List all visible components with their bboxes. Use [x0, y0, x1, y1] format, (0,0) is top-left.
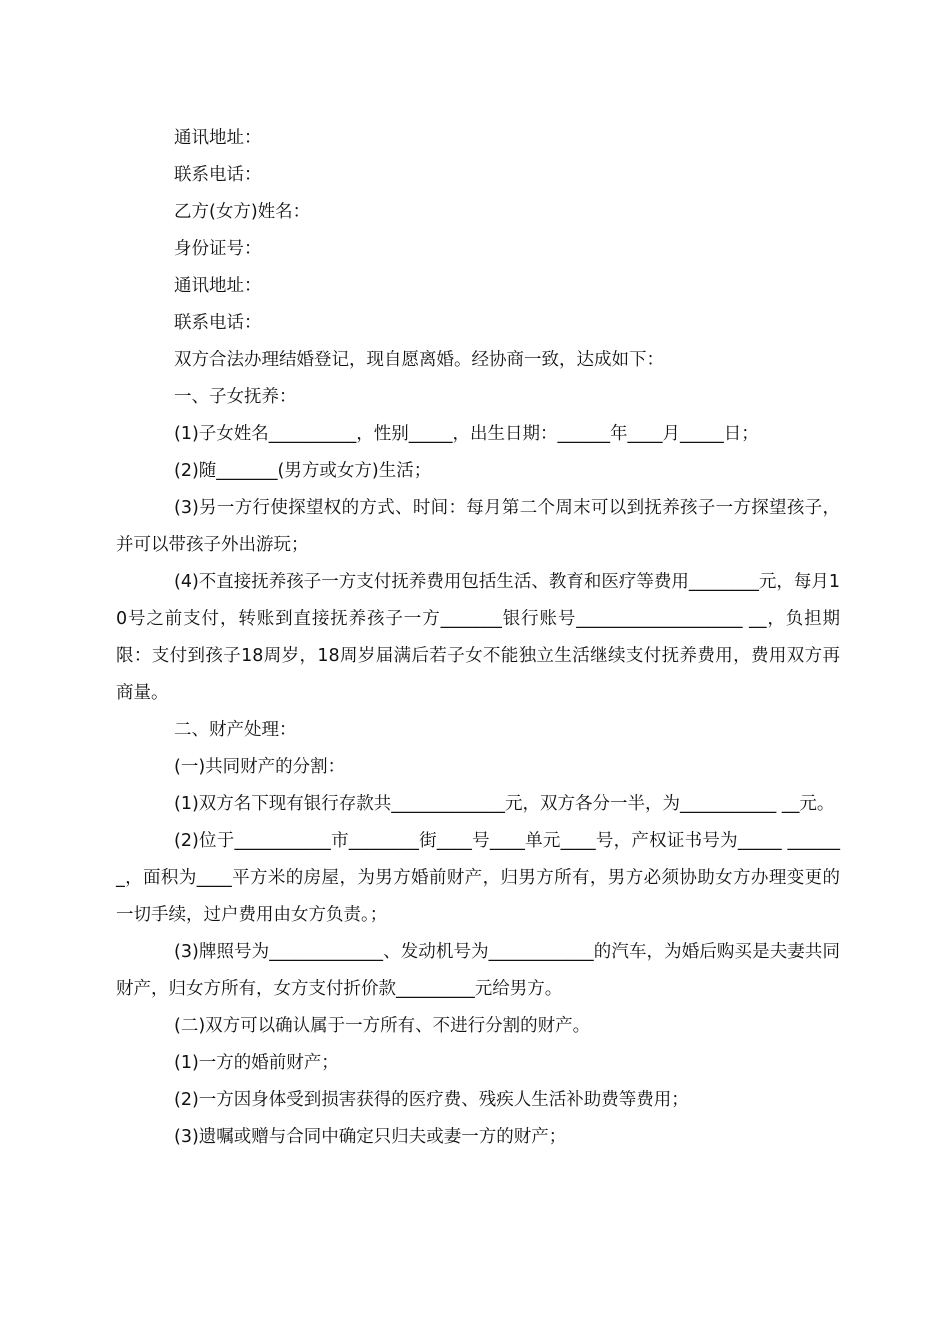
- paragraph-address-a: 通讯地址：: [174, 128, 262, 148]
- paragraph-agreement-intro: 双方合法办理结婚登记，现自愿离婚。经协商一致，达成如下：: [174, 350, 664, 370]
- section-heading-property: 二、财产处理：: [174, 720, 297, 740]
- clause-car: (3)牌照号为_____________、发动机号为____________的汽车，为婚后购买是夫妻共同财产，归女方所有，女方支付折价款_________元给男方。: [116, 942, 840, 999]
- paragraph-phone-a: 联系电话：: [174, 165, 262, 185]
- paragraph-address-b: 通讯地址：: [174, 276, 262, 296]
- clause-child-support: (4)不直接抚养孩子一方支付抚养费用包括生活、教育和医疗等费用________元，每月10号之前支付，转账到直接抚养孩子一方_______银行账号___________________ __，负担期限：支付到孩子18周岁，18周岁届满后若子女不能独立生活继续支付抚养费用，费用双方再商量。: [116, 572, 840, 703]
- paragraph-id-b: 身份证号：: [174, 239, 262, 259]
- paragraph-name-b: 乙方(女方)姓名：: [174, 202, 311, 222]
- paragraph-phone-b: 联系电话：: [174, 313, 262, 333]
- section-heading-child-custody: 一、子女抚养：: [174, 387, 297, 407]
- subsection-heading-separate-property: (二)双方可以确认属于一方所有、不进行分割的财产。: [174, 1016, 591, 1036]
- clause-injury-compensation: (2)一方因身体受到损害获得的医疗费、残疾人生活补助费等费用；: [174, 1090, 689, 1110]
- clause-visitation: (3)另一方行使探望权的方式、时间：每月第二个周末可以到抚养孩子一方探望孩子，并可以带孩子外出游玩；: [116, 498, 840, 555]
- clause-bank-deposit: (1)双方名下现有银行存款共_____________元，双方各分一半，为___________ __元。: [174, 794, 835, 814]
- clause-premarital-property: (1)一方的婚前财产；: [174, 1053, 339, 1073]
- clause-house: (2)位于___________市________街____号____单元____号，产权证书号为_____ _______，面积为____平方米的房屋，为男方婚前财产，归男方所有，男方必须协助女方办理变更的一切手续，过户费用由女方负责。；: [116, 831, 840, 925]
- clause-child-name: (1)子女姓名__________，性别_____，出生日期：______年____月_____日；: [174, 424, 759, 444]
- clause-inheritance-gift: (3)遗嘱或赠与合同中确定只归夫或妻一方的财产；: [174, 1127, 567, 1147]
- subsection-heading-joint-property: (一)共同财产的分割：: [174, 757, 346, 777]
- document-body: [116, 120, 840, 1156]
- clause-child-residence: (2)随_______(男方或女方)生活；: [174, 461, 432, 481]
